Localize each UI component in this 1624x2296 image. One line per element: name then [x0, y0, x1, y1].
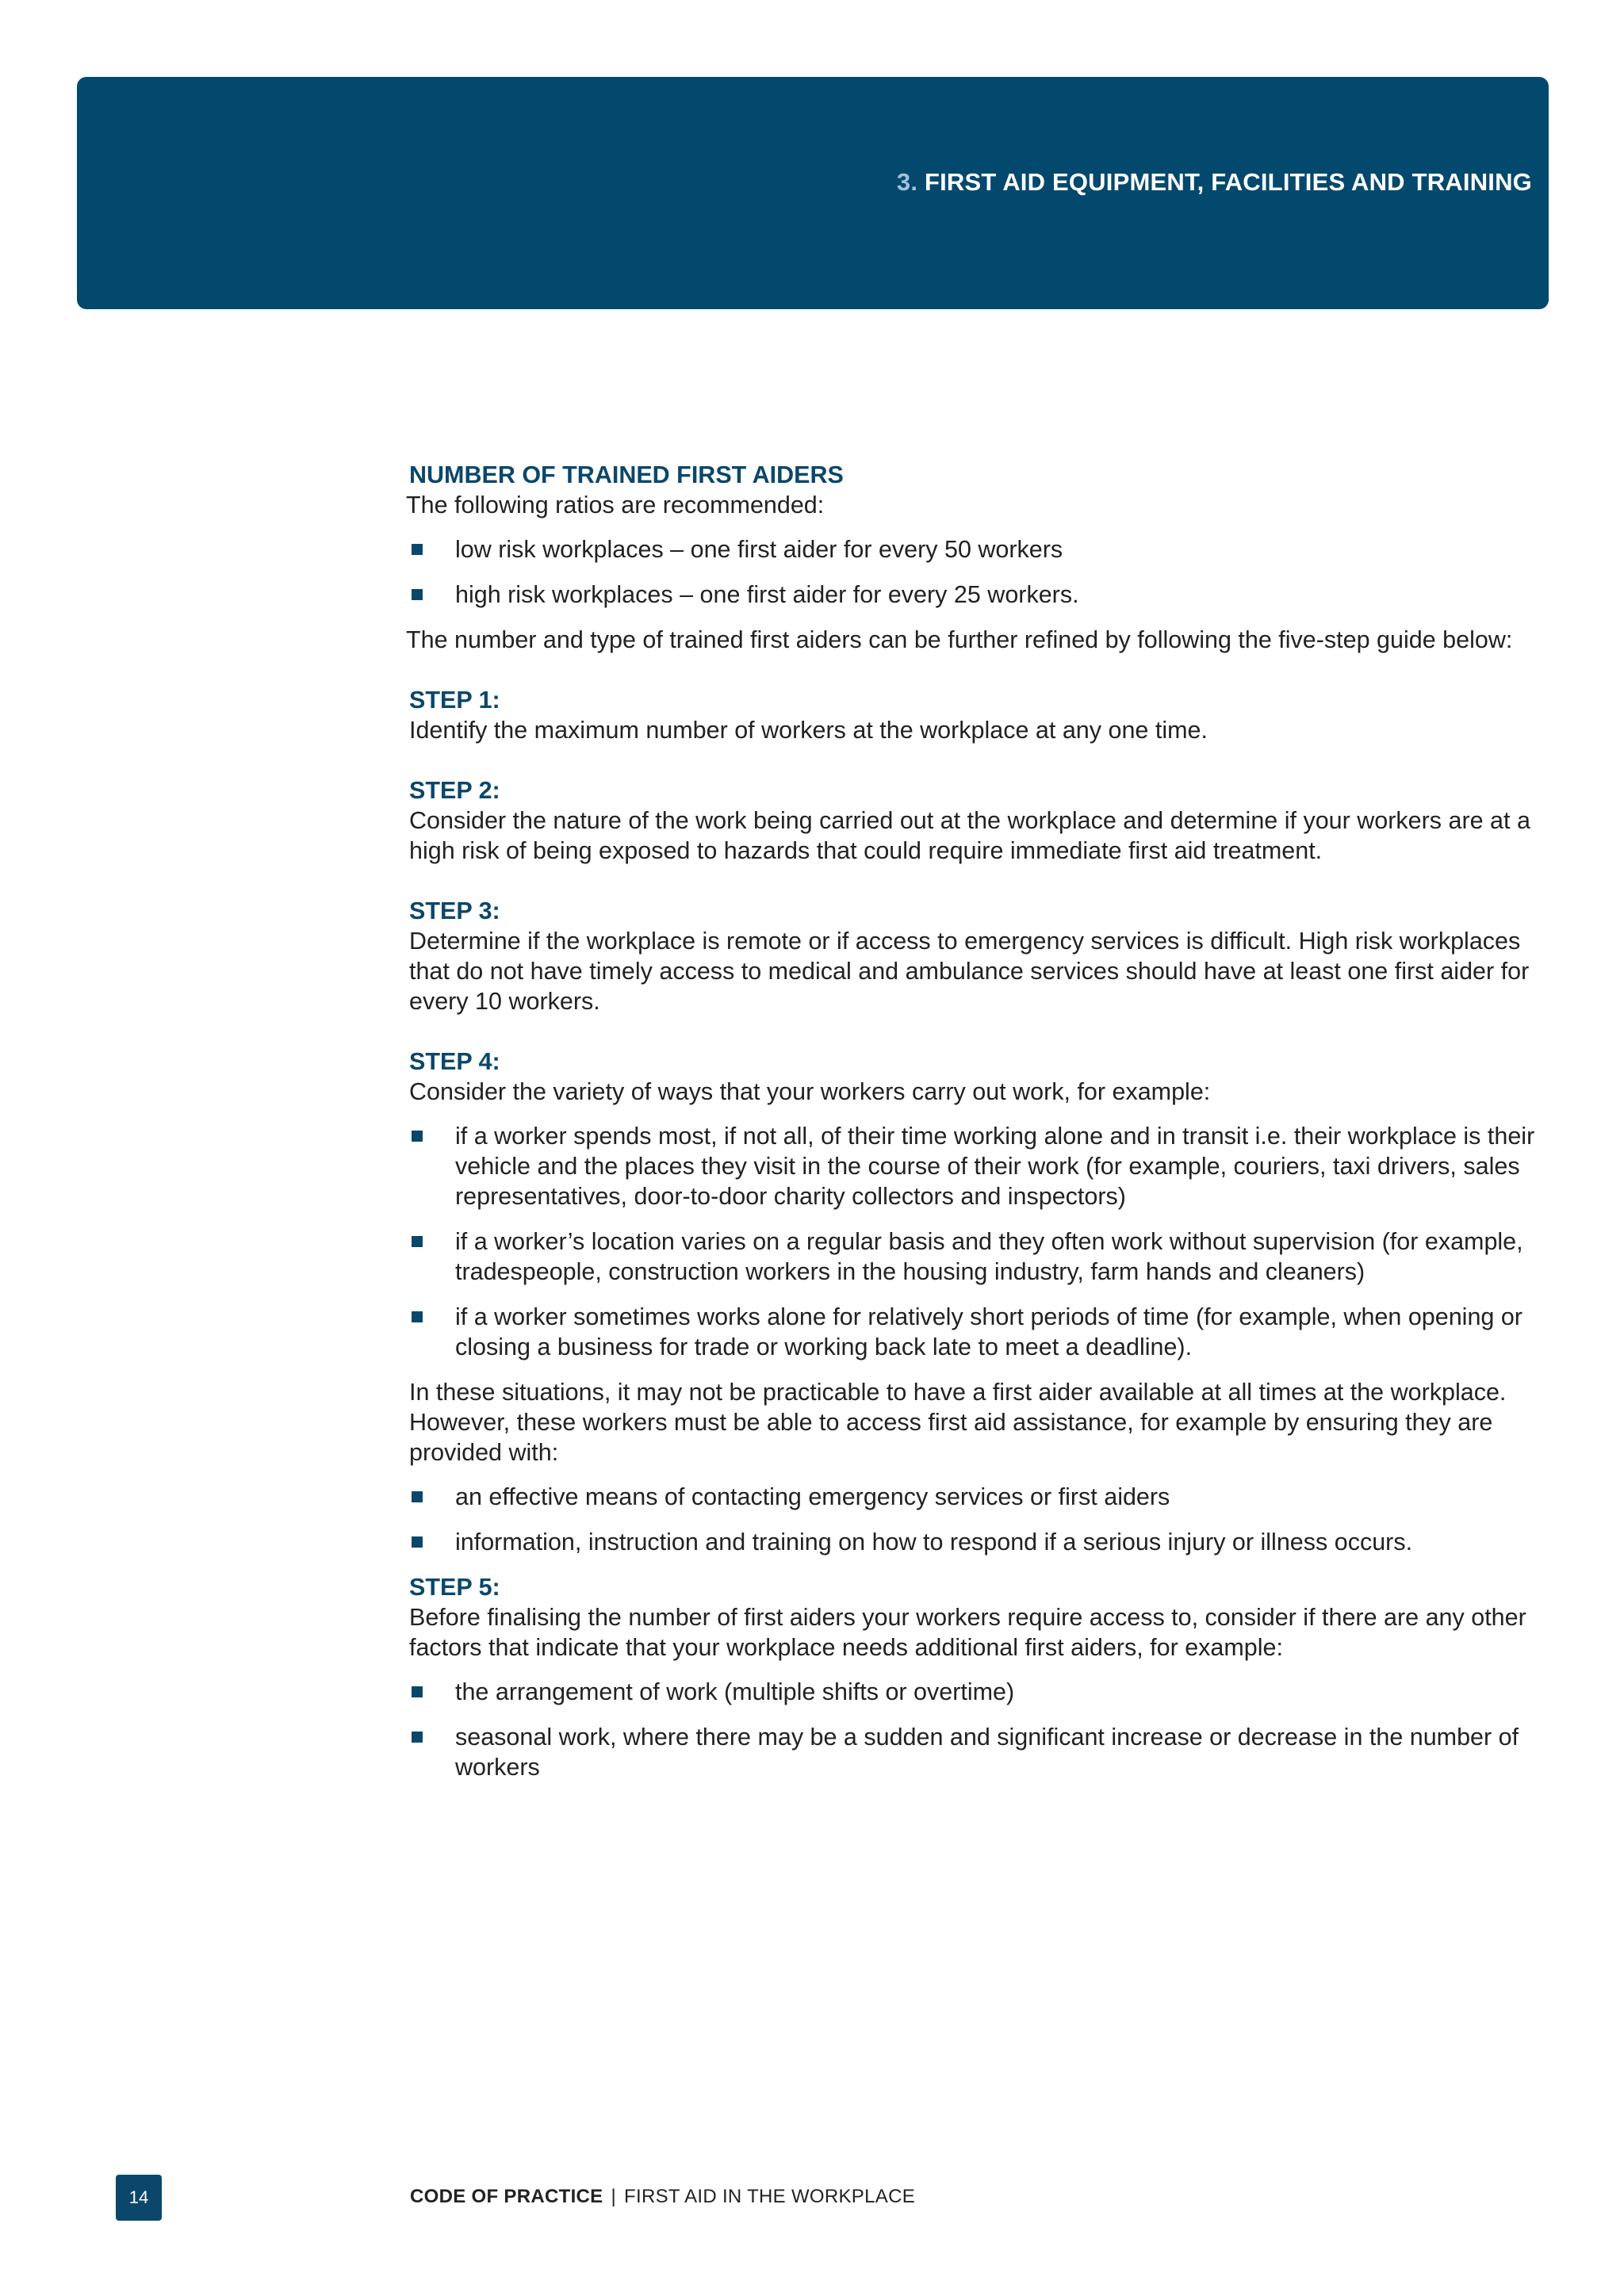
bullet-square-icon — [412, 544, 423, 555]
step-5 — [409, 1572, 1535, 1782]
bullet-square-icon — [412, 589, 423, 600]
step-3 — [409, 896, 1535, 1016]
footer-doc-title: CODE OF PRACTICE — [410, 2186, 603, 2207]
list-item: information, instruction and training on how to respond if a serious injury or illness occurs. — [409, 1527, 1535, 1557]
factors-list — [409, 1677, 1535, 1782]
section-title-text: FIRST AID EQUIPMENT, FACILITIES AND TRAINING — [924, 168, 1532, 196]
page-heading: NUMBER OF TRAINED FIRST AIDERS — [409, 461, 844, 488]
step-text: Consider the nature of the work being carried out at the workplace and determine if your workers are at a high risk of being exposed to hazards that could require immediate first aid treatment. — [409, 807, 1530, 864]
bullet-square-icon — [412, 1732, 423, 1743]
bullet-square-icon — [412, 1536, 423, 1548]
intro-text: The following ratios are recommended: — [406, 492, 825, 519]
page-number: 14 — [116, 2175, 162, 2221]
step-text: Consider the variety of ways that your workers carry out work, for example: — [409, 1078, 1211, 1105]
provided-with-list — [409, 1482, 1535, 1557]
step-heading: STEP 3: — [409, 897, 500, 924]
step-heading: STEP 2: — [409, 777, 500, 804]
step-4 — [409, 1047, 1535, 1557]
footer-separator: | — [611, 2186, 617, 2207]
section-title — [897, 168, 1532, 197]
list-item: an effective means of contacting emergency services or first aiders — [409, 1482, 1535, 1512]
list-item: low risk workplaces – one first aider for every 50 workers — [409, 534, 1535, 564]
main-content — [406, 460, 1535, 1797]
ratio-list — [409, 534, 1535, 610]
list-item: if a worker spends most, if not all, of their time working alone and in transit i.e. their workplace is their vehicle and the places they visit in the course of their work (for example, couriers, taxi drivers, sales representatives, door-to-door charity collectors and inspectors) — [409, 1121, 1535, 1211]
situations-text: In these situations, it may not be practicable to have a first aider available at all times at the workplace. However, these workers must be able to access first aid assistance, for example by ensuring they are provided with: — [409, 1379, 1507, 1466]
footer-doc-subtitle: FIRST AID IN THE WORKPLACE — [624, 2186, 916, 2207]
step-text: Before finalising the number of first aiders your workers require access to, consider if there are any other factors that indicate that your workplace needs additional first aiders, for example: — [409, 1604, 1526, 1661]
list-item: seasonal work, where there may be a sudden and significant increase or decrease in the number of workers — [409, 1722, 1535, 1782]
bullet-square-icon — [412, 1686, 423, 1697]
list-item: high risk workplaces – one first aider for every 25 workers. — [409, 580, 1535, 610]
bullet-square-icon — [412, 1311, 423, 1322]
step-text: Determine if the workplace is remote or if access to emergency services is difficult. High risk workplaces that do not have timely access to medical and ambulance services should have at least one first aider for every 10 workers. — [409, 928, 1530, 1015]
step-heading: STEP 1: — [409, 687, 500, 714]
section-number: 3. — [896, 168, 918, 196]
step-1 — [409, 685, 1535, 745]
work-ways-list — [409, 1121, 1535, 1362]
list-item: the arrangement of work (multiple shifts or overtime) — [409, 1677, 1535, 1707]
step-text: Identify the maximum number of workers at the workplace at any one time. — [409, 717, 1208, 744]
footer-title — [410, 2186, 915, 2208]
list-item: if a worker sometimes works alone for relatively short periods of time (for example, when opening or closing a business for trade or working back late to meet a deadline). — [409, 1302, 1535, 1362]
list-item: if a worker’s location varies on a regular basis and they often work without supervision (for example, tradespeople, construction workers in the housing industry, farm hands and cleaners) — [409, 1226, 1535, 1287]
bullet-square-icon — [412, 1131, 423, 1142]
guide-text: The number and type of trained first aiders can be further refined by following the five-step guide below: — [406, 626, 1513, 653]
bullet-square-icon — [412, 1491, 423, 1502]
step-heading: STEP 4: — [409, 1048, 500, 1075]
step-heading: STEP 5: — [409, 1574, 500, 1601]
step-2 — [409, 775, 1535, 866]
bullet-square-icon — [412, 1236, 423, 1247]
